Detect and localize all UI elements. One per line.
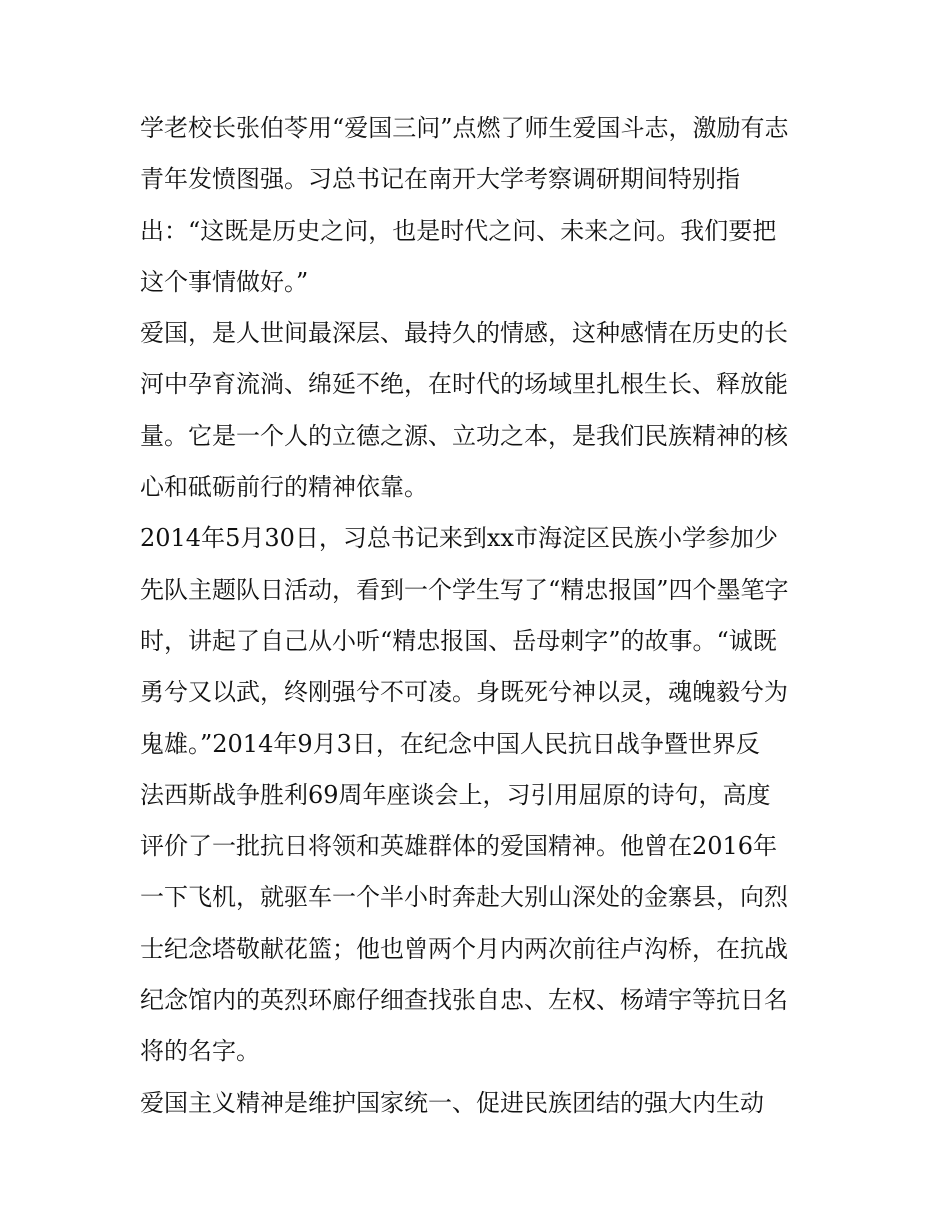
text-line-9: 2014年5月30日，习总书记来到xx市海淀区民族小学参加少 [140, 524, 778, 553]
text-line-4: 这个事情做好。” [140, 267, 309, 296]
text-line-16: 一下飞机，就驱车一个半小时奔赴大别山深处的金寨县，向烈 [140, 883, 788, 912]
text-line-13: 鬼雄。”2014年9月3日，在纪念中国人民抗日战争暨世界反 [140, 729, 760, 758]
text-line-5: 爱国，是人世间最深层、最持久的情感，这种感情在历史的长 [140, 319, 788, 348]
text-line-3: 出：“这既是历史之问，也是时代之问、未来之问。我们要把 [140, 216, 777, 245]
text-line-7: 量。它是一个人的立德之源、立功之本，是我们民族精神的核 [140, 421, 788, 450]
text-line-20: 爱国主义精神是维护国家统一、促进民族团结的强大内生动 [140, 1088, 764, 1117]
text-line-1: 学老校长张伯苓用“爱国三问”点燃了师生爱国斗志，激励有志 [140, 114, 789, 142]
text-line-2: 青年发愤图强。习总书记在南开大学考察调研期间特别指 [140, 165, 740, 194]
text-line-6: 河中孕育流淌、绵延不绝，在时代的场域里扎根生长、释放能 [140, 370, 788, 399]
text-line-17: 士纪念塔敬献花篮；他也曾两个月内两次前往卢沟桥，在抗战 [140, 934, 788, 963]
text-line-10: 先队主题队日活动，看到一个学生写了“精忠报国”四个墨笔字 [140, 575, 789, 604]
text-line-19: 将的名字。 [140, 1037, 260, 1066]
body-text [140, 103, 830, 1129]
text-line-15: 评价了一批抗日将领和英雄群体的爱国精神。他曾在2016年 [140, 832, 778, 861]
text-line-11: 时，讲起了自己从小听“精忠报国、岳母刺字”的故事。“诚既 [140, 626, 777, 655]
text-line-12: 勇兮又以武，终刚强兮不可凌。身既死兮神以灵，魂魄毅兮为 [140, 678, 788, 707]
text-line-8: 心和砥砺前行的精神依靠。 [140, 473, 428, 502]
text-line-18: 纪念馆内的英烈环廊仔细查找张自忠、左权、杨靖宇等抗日名 [140, 986, 788, 1015]
text-line-14: 法西斯战争胜利69周年座谈会上，习引用屈原的诗句，高度 [140, 780, 771, 809]
